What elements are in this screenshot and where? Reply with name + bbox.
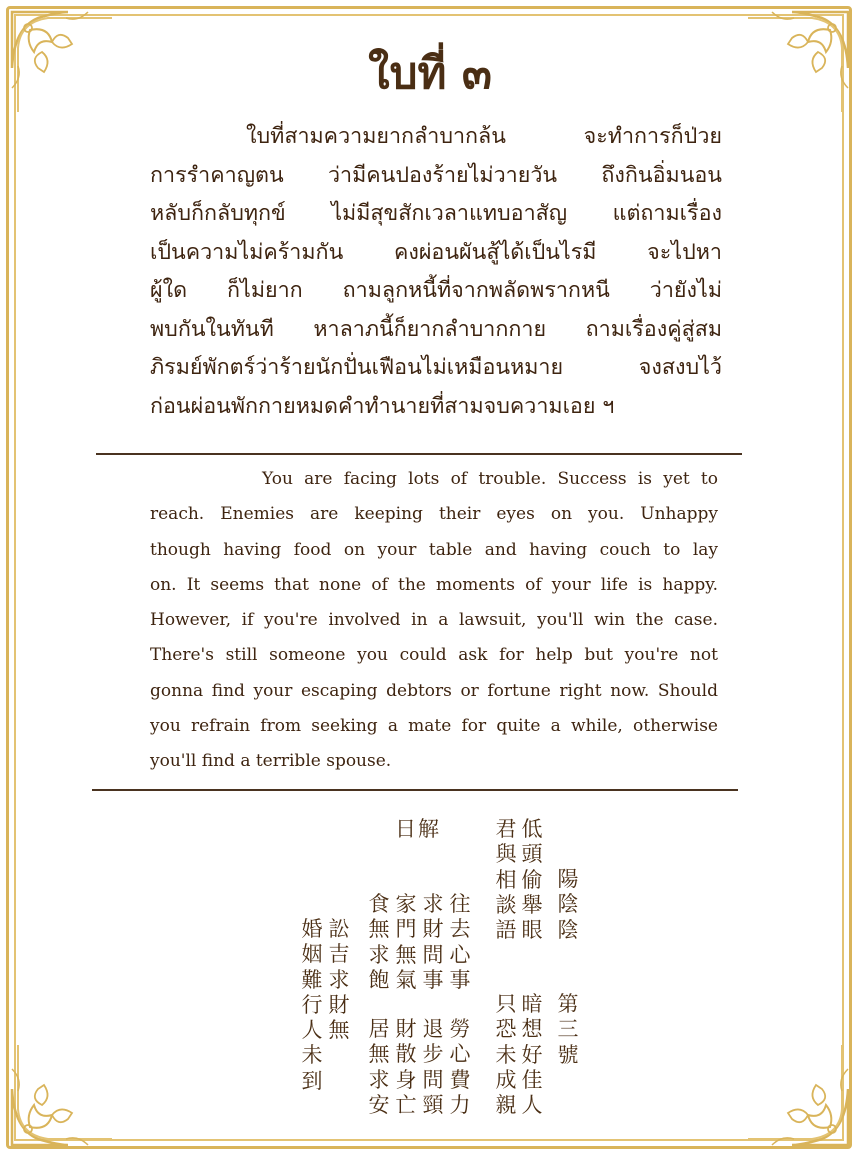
corner-ornament-icon [8, 1039, 118, 1149]
thai-verse-line: เป็นความไม่คร้ามกัน คงผ่อนผันสู้ได้เป็นไรมี จะไปหา [150, 239, 722, 265]
yin-yang-column: 陽 陰 陰 [557, 867, 579, 942]
english-line: though having food on your table and having couch to lay [150, 539, 718, 560]
thai-verse-line: ก่อนผ่อนพักกายหมดคำทำนายที่สามจบความเอย ฯ [150, 393, 615, 419]
interpretation-column: 家 門 無 氣 [395, 892, 417, 992]
thai-verse-line: พบกันในทันที หาลาภนี้ก็ยากลำบากกาย ถามเรื่องคู่สู่สม [150, 316, 722, 342]
chinese-heading: 日解 [395, 817, 441, 841]
poem-column: 暗 想 好 佳 人 [521, 992, 543, 1118]
thai-verse-line: ผู้ใด ก็ไม่ยาก ถามลูกหนี้ที่จากพลัดพรากหนี ว่ายังไม่ [150, 278, 722, 303]
thai-verse-line: หลับก็กลับทุกข์ ไม่มีสุขสักเวลาแทบอาสัญ แต่ถามเรื่อง [150, 201, 722, 226]
interpretation-column: 婚 姻 難 行 人 未 到 [301, 917, 323, 1093]
thai-verse-line: ใบที่สามความยากลำบากล้น จะทำการก็ป่วย [246, 124, 722, 149]
interpretation-column: 居 無 求 安 [368, 1017, 390, 1117]
page-title: ใบที่ ๓ [368, 48, 492, 99]
poem-column: 只 恐 未 成 親 [495, 992, 517, 1118]
english-translation [150, 462, 718, 780]
english-line: you refrain from seeking a mate for quite a while, otherwise [150, 716, 718, 737]
poem-column: 低 頭 偷 舉 眼 [521, 817, 543, 943]
english-line: However, if you're involved in a lawsuit, you'll win the case. [150, 610, 718, 631]
english-line: reach. Enemies are keeping their eyes on you. Unhappy [150, 504, 718, 525]
english-line: You are facing lots of trouble. Success is yet to [262, 469, 718, 489]
interpretation-column: 求 財 問 事 [422, 892, 444, 992]
section-divider [96, 453, 742, 455]
thai-verse-line: ภิรมย์พักตร์ว่าร้ายนักปั่นเฟือนไม่เหมือนหมาย จงสงบไว้ [150, 355, 722, 380]
interpretation-column: 食 無 求 飽 [368, 892, 390, 992]
thai-verse [150, 118, 722, 426]
section-divider [92, 789, 738, 791]
fortune-number: 第 三 號 [557, 992, 579, 1067]
thai-verse-line: การรำคาญตน ว่ามีคนปองร้ายไม่วายวัน ถึงกินอิ่มนอน [150, 162, 722, 188]
poem-column: 君 與 相 談 語 [495, 817, 517, 943]
interpretation-column: 往 去 心 事 [449, 892, 471, 992]
corner-ornament-icon [742, 1039, 852, 1149]
english-line: on. It seems that none of the moments of your life is happy. [150, 574, 718, 595]
interpretation-column: 訟 吉 求 財 無 [328, 917, 350, 1043]
english-line: There's still someone you could ask for help but you're not [150, 645, 718, 666]
interpretation-column: 勞 心 費 力 [449, 1017, 471, 1117]
english-line: you'll find a terrible spouse. [150, 751, 392, 772]
interpretation-column: 退 步 問 頸 [422, 1017, 444, 1117]
english-line: gonna find your escaping debtors or fortune right now. Should [150, 680, 718, 701]
interpretation-column: 財 散 身 亡 [395, 1017, 417, 1117]
